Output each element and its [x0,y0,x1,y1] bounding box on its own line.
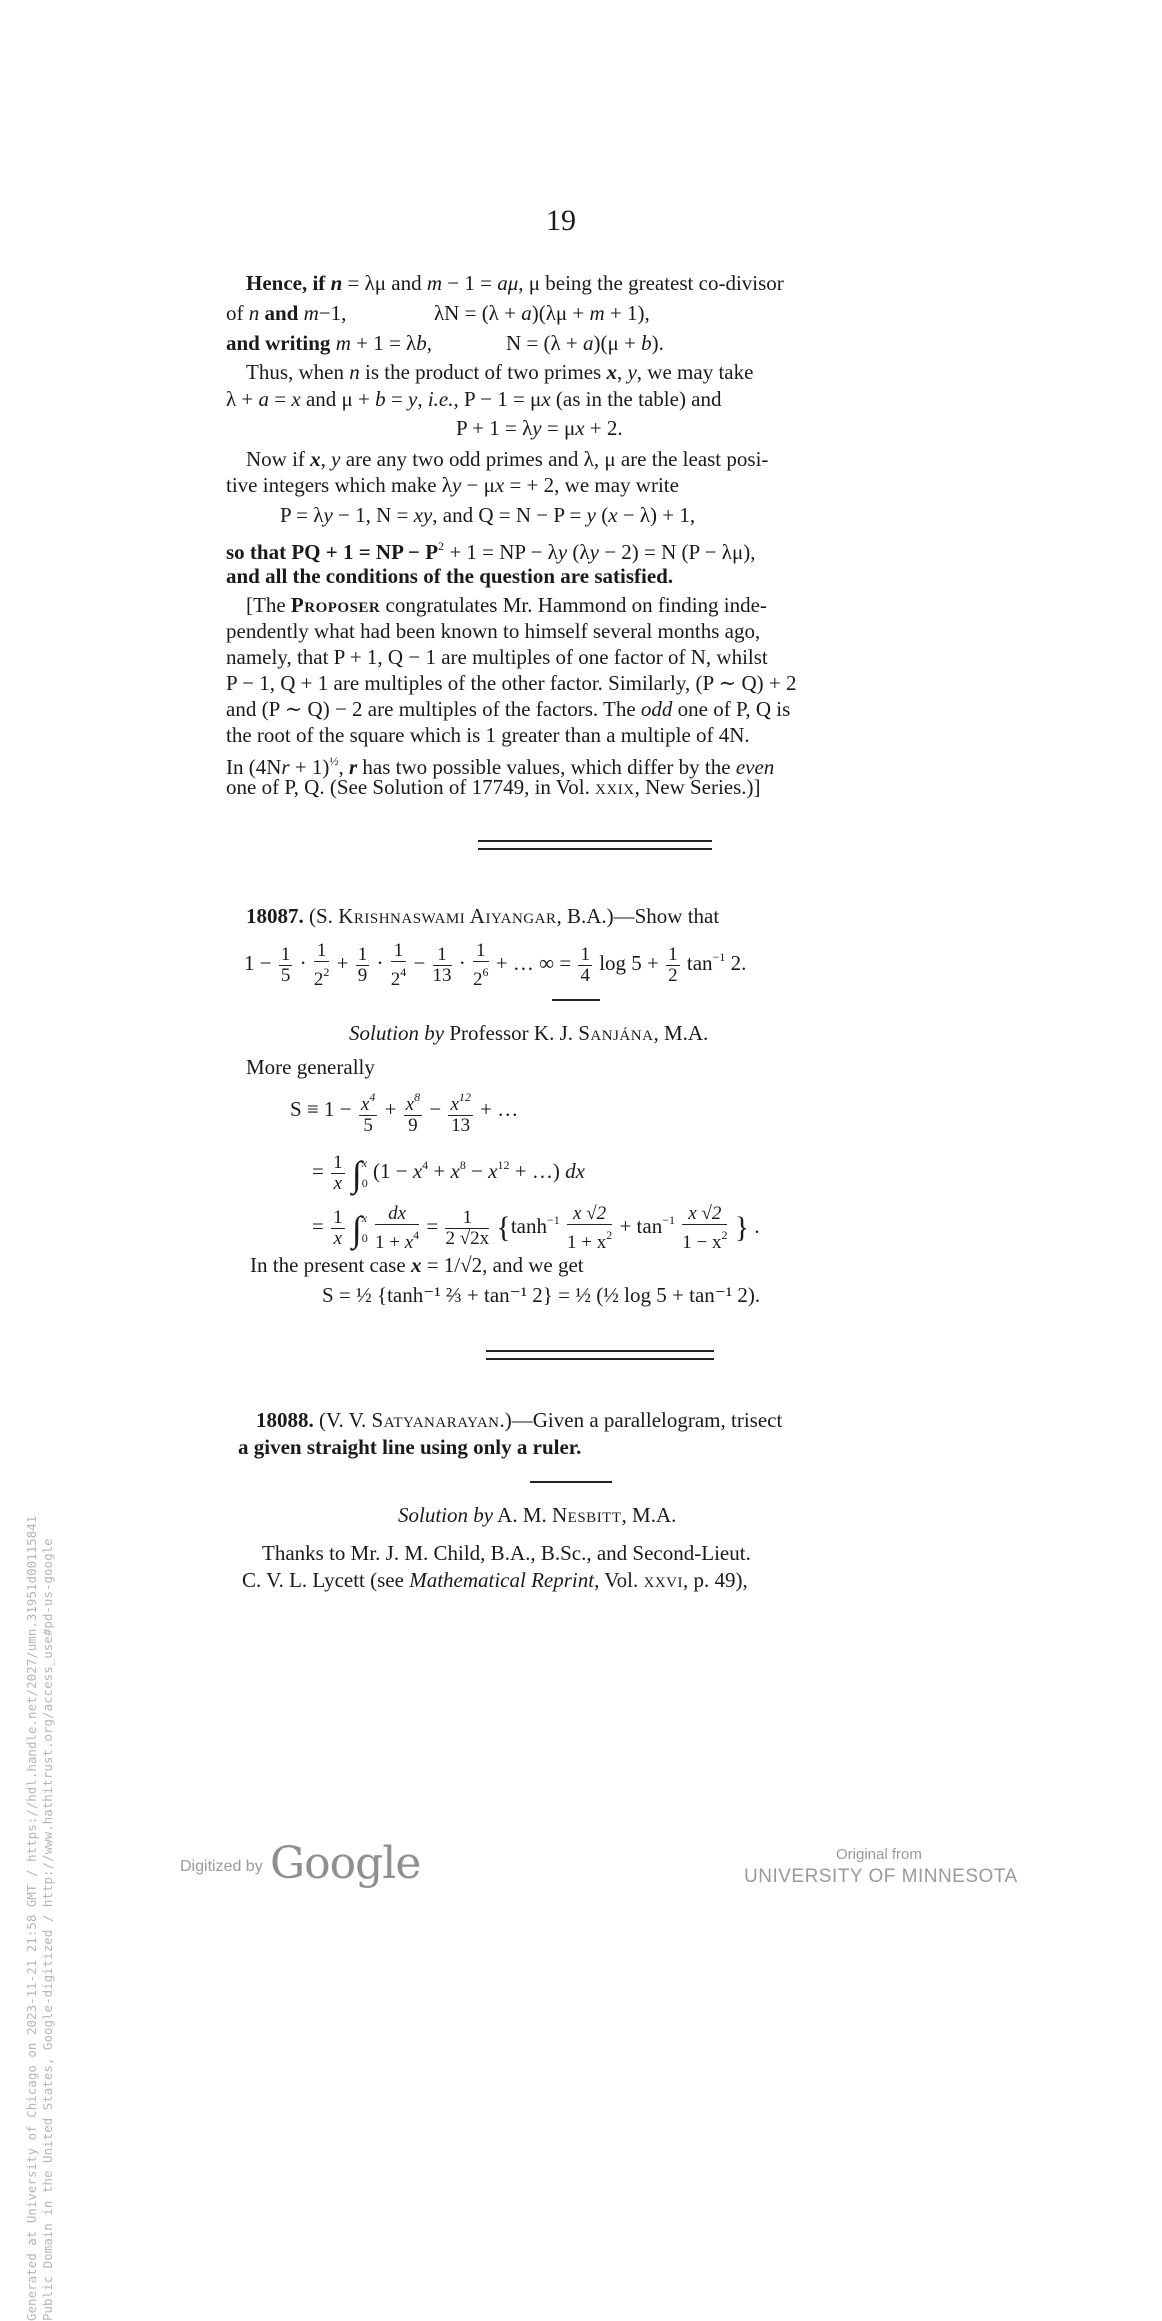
math-var: a [258,387,270,411]
text: congratulates Mr. Hammond on finding inde- [380,593,767,617]
text: , M.A. [621,1503,677,1527]
google-logo: Google [270,1838,421,1889]
superscript: 8 [459,1158,466,1172]
text: = [385,387,408,411]
text-line [246,592,767,618]
text: , Vol. [594,1568,644,1592]
text: one of P, Q. (See Solution of 17749, in Vol. [226,775,596,799]
text: of [226,301,249,325]
math-var: a [583,331,594,355]
text: x [360,1093,370,1115]
text: = [312,1159,324,1183]
text: , P − 1 = μ [453,387,542,411]
text: )(μ + [593,331,642,355]
text: [The [246,593,291,617]
equation [456,415,623,441]
upper-limit: x [361,1211,368,1226]
lower-limit: 0 [361,1176,368,1191]
text-line: namely, that P + 1, Q − 1 are multiples of one factor of N, whilst [226,645,768,669]
math-var: n [248,301,260,325]
text: and writing [226,331,336,355]
math-var: x [291,387,301,411]
text-line [250,1252,584,1278]
text: − [465,1159,489,1183]
text: Hence, if [246,271,331,295]
text: 1 − [244,951,272,975]
fraction [359,1087,377,1136]
math-var: x [412,1159,423,1183]
math-var: x [575,416,585,440]
text-line [226,472,679,498]
equation [434,300,650,326]
text: Now if [246,447,311,471]
text-line [226,330,432,356]
digitized-by-label: Digitized by [180,1858,263,1875]
text: S ≡ 1 − [290,1097,352,1121]
superscript: −1 [712,950,726,964]
denominator [682,1225,727,1253]
lower-limit: 0 [361,1231,368,1246]
superscript: 4 [422,1158,429,1172]
text: ). [651,331,664,355]
text: Thus, when [246,360,350,384]
text: , [417,387,428,411]
text: log 5 + [599,951,659,975]
text: , p. 49), [683,1568,748,1592]
numerator: 1 [473,941,489,962]
fraction [567,1204,612,1253]
denominator: 13 [451,1114,471,1136]
denominator [375,1225,419,1253]
math-var: m [589,301,605,325]
fraction [331,1208,345,1249]
fraction [356,945,370,986]
text: , [320,447,332,471]
text: λN = (λ + [434,301,522,325]
text: − 1 = [442,271,498,295]
numerator: 1 [357,943,368,965]
text-line: pendently what had been known to himself several months ago, [226,619,761,643]
text: + 1), [604,301,650,325]
text: + [384,1097,397,1121]
text: + 2. [584,416,623,440]
question-number: 18088. [256,1408,314,1432]
fraction [279,945,293,986]
text-line [242,1567,748,1593]
superscript: 6 [482,964,489,979]
fraction [404,1087,422,1136]
question-number: 18087. [246,904,304,928]
text: , M.A. [653,1021,709,1045]
text: , B.A.)—Show that [556,904,720,928]
superscript: 2 [606,1227,613,1242]
text: . [749,1214,760,1238]
denominator: 2 [668,964,678,986]
math-var: b [416,331,427,355]
numerator: x √2 [567,1204,612,1225]
text-line [246,446,768,472]
math-var: y [331,447,341,471]
math-var: y [589,540,599,564]
math-var: xy [413,503,433,527]
equation [226,533,755,565]
text: (as in the table) and [550,387,722,411]
math-var: m [426,271,443,295]
question-heading [246,903,719,929]
fraction [375,1204,419,1253]
integral-sign: ∫ [351,1209,362,1249]
text: , μ being the greatest co-divisor [518,271,784,295]
numerator: 1 [280,943,291,965]
numerator [404,1087,422,1116]
math-var: m [335,331,351,355]
math-var: x [608,503,618,527]
math-var: y [557,540,568,564]
text: 2 [473,968,483,990]
fraction [682,1204,727,1253]
equation-s2 [312,1142,585,1194]
author-name: Satyanarayan [371,1408,500,1432]
university-label: UNIVERSITY OF MINNESOTA [744,1866,1018,1887]
text: = [269,387,292,411]
text: (λ [567,540,590,564]
short-rule [552,999,600,1001]
math-var: y [407,387,418,411]
stamp-line-2: Public Domain in the United States, Google-digitized / http://www.hathitrust.org/access_use#pd-us-google [40,1538,55,2321]
math-var: dx [565,1159,585,1183]
text: λ + [226,387,259,411]
text: tan [686,951,713,975]
text: = [312,1214,324,1238]
text: Solution by [398,1503,494,1527]
text: = + 2, we may write [504,473,679,497]
text: − 2) = N (P − λμ), [598,540,756,564]
fraction [473,941,489,990]
brace: } [734,1211,750,1244]
text: 2 [313,968,324,990]
author-name: Krishnaswami Aiyangar [338,904,557,928]
text: A. M. [493,1503,553,1527]
text-line [226,774,761,800]
fraction [391,941,407,990]
text-line: the root of the square which is 1 greater than a multiple of 4N. [226,723,750,747]
math-var: x [488,1159,498,1183]
text: are any two odd primes and λ, μ are the least posi- [340,447,769,471]
text: − [413,951,426,975]
original-from-label: Original from [836,1846,922,1863]
text: ( [595,503,609,527]
text: Professor K. J. [444,1021,579,1045]
superscript: 12 [497,1158,510,1172]
math-var: r [281,755,290,779]
text-line: Thanks to Mr. J. M. Child, B.A., B.Sc., and Second-Lieut. [262,1541,751,1565]
text: i.e. [427,387,454,411]
math-var: n [349,360,360,384]
denominator [391,962,407,990]
denominator [314,962,330,990]
text: .)—Given a parallelogram, trisect [499,1408,783,1432]
text: and [259,301,304,325]
fraction [445,1208,489,1249]
math-var: a [521,301,532,325]
series-equation [244,934,747,990]
text: )(λμ + [531,301,590,325]
text: + [336,951,349,975]
denominator: 9 [357,964,368,986]
text: , New Series.)] [634,775,761,799]
text: C. V. L. Lycett (see [242,1568,410,1592]
numerator [359,1087,377,1116]
numerator: 1 [333,1206,343,1228]
text: (V. V. [313,1408,372,1432]
text: 1 − x [682,1231,722,1253]
fraction [314,941,330,990]
math-var: x [404,1231,414,1253]
denominator: 2 √2x [445,1227,490,1249]
superscript: 2 [323,964,330,979]
text: = λμ and [342,271,427,295]
text: −1, [318,301,347,325]
numerator: 1 [333,1151,343,1173]
denominator: 13 [432,964,452,986]
text: · [458,951,466,975]
question-heading [256,1407,782,1433]
numerator [448,1087,472,1116]
text: and (P ∼ Q) − 2 are multiples of the factors. The [226,697,641,721]
math-var: m [303,301,319,325]
numerator: 1 [580,943,590,965]
text-line: a given straight line using only a ruler. [238,1435,582,1459]
numerator: 1 [391,941,407,962]
text: · [299,951,307,975]
text: + tan [619,1214,663,1238]
text: x [450,1093,459,1115]
double-rule-bottom-2 [486,1358,714,1360]
text: 1 + x [567,1231,607,1253]
text-line [246,359,753,385]
solution-heading [349,1020,708,1046]
superscript: 4 [400,964,407,979]
math-var: n [330,271,343,295]
page-number: 19 [546,204,576,237]
text: tive integers which make λ [226,473,452,497]
text: + …) [509,1159,566,1183]
math-var: aμ [497,271,519,295]
text: − 1, N = [332,503,414,527]
superscript: 4 [413,1227,420,1242]
text: (S. [303,904,339,928]
fraction [433,945,452,986]
text-line: More generally [246,1055,375,1079]
text-line [226,300,346,326]
equation-s3 [312,1196,760,1253]
equation-s1 [290,1086,519,1136]
superscript: 2 [721,1227,728,1242]
upper-limit: x [361,1156,368,1171]
proposer-label: Proposer [290,593,381,617]
denominator: x [333,1172,343,1194]
final-equation: S = ½ {tanh⁻¹ ⅔ + tan⁻¹ 2} = ½ (½ log 5 + tan⁻¹ 2). [322,1283,761,1307]
text: − [429,1097,442,1121]
text: = 1/√2, and we get [421,1253,584,1277]
integral-sign: ∫ [351,1154,362,1194]
math-var: y [627,360,637,384]
denominator: x [333,1227,343,1249]
text: = μ [541,416,576,440]
math-var: r [348,755,358,779]
math-var: x [541,387,551,411]
text: In (4N [226,755,282,779]
solution-heading [398,1502,676,1528]
double-rule-top-2 [486,1350,714,1352]
solver-name: Nesbitt [552,1503,622,1527]
math-var: x [450,1159,460,1183]
fraction [331,1153,345,1194]
math-var: y [586,503,596,527]
text: + 1 = λ [350,331,417,355]
double-rule-bottom [478,848,712,850]
math-var: y [323,503,333,527]
text: (1 − [372,1159,413,1183]
text: 2 [390,968,401,990]
stamp-line-1: Generated at University of Chicago on 2023-11-21 21:58 GMT / https://hdl.handle.net/2027/umn.31951d00115841 [24,1515,39,2321]
text: and μ + [300,387,376,411]
superscript: −1 [662,1213,675,1227]
math-var: y [532,416,542,440]
solver-name: Sanjána [578,1021,654,1045]
text: 2. [725,951,747,975]
superscript: 8 [414,1089,421,1104]
superscript: 2 [438,539,445,553]
brace: { [496,1211,511,1244]
denominator: 5 [280,964,291,986]
math-var: b [375,387,386,411]
text: P + 1 = λ [456,416,533,440]
text: N = (λ + [506,331,584,355]
volume-number: xxvi [643,1568,684,1592]
fraction [578,945,592,986]
text: + 1 = NP − λ [444,540,558,564]
numerator: 1 [314,941,330,962]
superscript: 12 [458,1089,471,1104]
numerator: 1 [433,945,452,966]
numerator: 1 [668,943,678,965]
denominator: 5 [363,1114,373,1136]
math-var: b [641,331,652,355]
text: is the product of two primes [359,360,607,384]
math-var: x [606,360,617,384]
text: + … [480,1097,519,1121]
superscript: −1 [546,1213,560,1227]
volume-number: xxix [595,775,635,799]
text: In the present case [250,1253,411,1277]
integral-limits [362,1153,368,1193]
fraction [666,945,680,986]
text: − λ) + 1, [617,503,696,527]
text: + 1) [289,755,330,779]
text: tanh [510,1214,547,1238]
double-rule-top [478,840,712,842]
text: · [376,951,384,975]
equation [280,502,695,528]
text: , and Q = N − P = [432,503,587,527]
text: − μ [461,473,495,497]
math-var: x [410,1253,422,1277]
integral-limits [362,1208,368,1248]
text: odd [640,697,673,721]
equation [506,330,664,356]
hathitrust-stamp [24,621,55,2321]
journal-title: Mathematical Reprint [409,1568,595,1592]
short-rule [530,1481,612,1483]
text: + [428,1159,451,1183]
text: , we may take [636,360,754,384]
text: so that PQ + 1 = NP − P [226,540,439,564]
text: = [426,1214,439,1238]
text-line: P − 1, Q + 1 are multiples of the other factor. Similarly, (P ∼ Q) + 2 [226,671,797,695]
text-line: and all the conditions of the question are satisfied. [226,564,674,588]
fraction [448,1087,472,1136]
text: , [616,360,628,384]
text: , [338,755,349,779]
text: Solution by [349,1021,445,1045]
math-var: x [310,447,321,471]
denominator: 9 [408,1114,418,1136]
math-var: x [494,473,505,497]
math-var: y [451,473,462,497]
text-line [246,270,784,296]
numerator: 1 [445,1208,489,1229]
text: has two possible values, which differ by the [357,755,736,779]
text-line [226,386,722,412]
numerator: x √2 [682,1204,727,1225]
text-line [226,696,790,722]
denominator: 4 [580,964,590,986]
superscript: 4 [369,1089,376,1104]
text: 1 + [374,1231,405,1253]
text: even [735,755,775,779]
text: + … ∞ = [495,951,572,975]
denominator [473,962,489,990]
text: P = λ [280,503,324,527]
text: , [426,331,432,355]
denominator [567,1225,612,1253]
text: one of P, Q is [672,697,791,721]
numerator: dx [375,1204,419,1225]
superscript: ½ [329,754,339,768]
text: x [405,1093,415,1115]
